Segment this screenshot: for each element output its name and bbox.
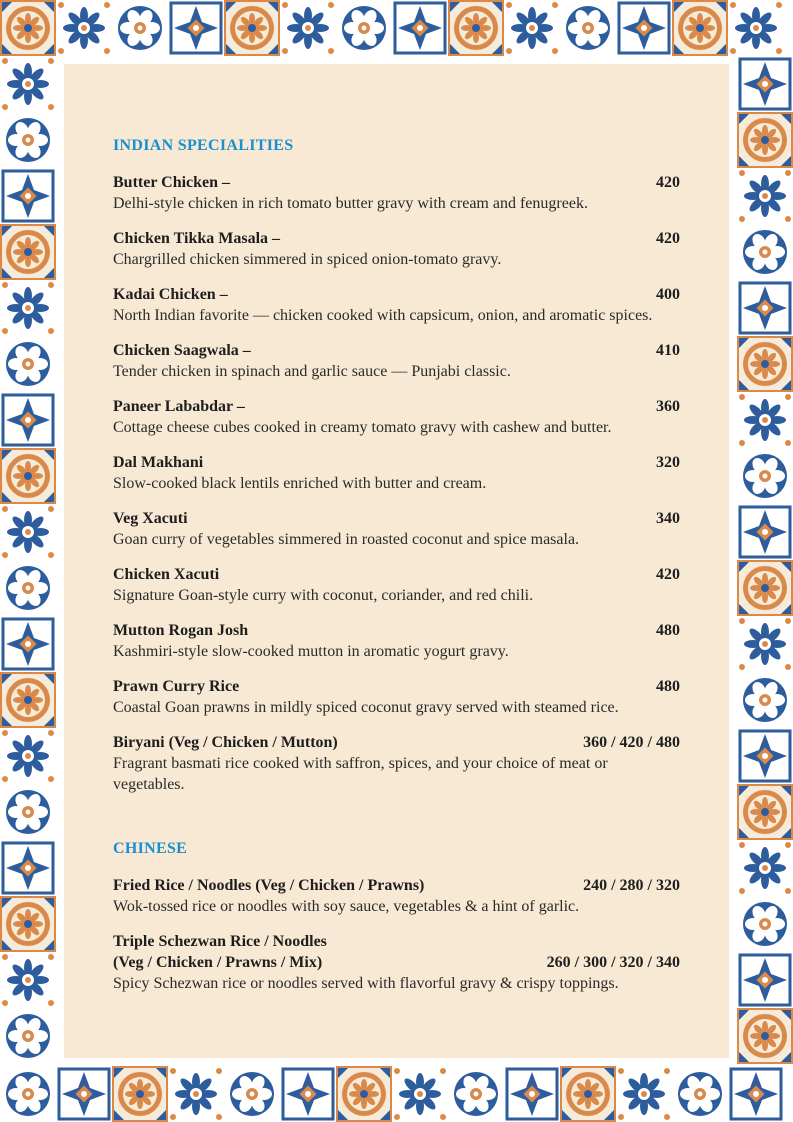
item-name: Paneer Lababdar – xyxy=(113,398,245,415)
medallion-tile-icon xyxy=(737,112,793,168)
star-flower-tile-icon xyxy=(0,504,56,560)
item-price: 340 xyxy=(656,510,680,527)
item-price: 480 xyxy=(656,622,680,639)
item-price: 360 xyxy=(656,398,680,415)
item-description: Delhi-style chicken in rich tomato butter gravy with cream and fenugreek. xyxy=(113,195,588,212)
blossom-tile-icon xyxy=(336,0,392,56)
medallion-tile-icon xyxy=(0,448,56,504)
item-price: 410 xyxy=(656,342,680,359)
star-flower-tile-icon xyxy=(504,0,560,56)
cross-tile-icon xyxy=(737,504,793,560)
blossom-tile-icon xyxy=(737,224,793,280)
item-description: Tender chicken in spinach and garlic sauce — Punjabi classic. xyxy=(113,363,511,380)
menu-item xyxy=(113,564,680,606)
item-name: Fried Rice / Noodles (Veg / Chicken / Prawns) xyxy=(113,877,425,894)
star-flower-tile-icon xyxy=(392,1066,448,1122)
tile-border-bottom xyxy=(0,1066,784,1122)
blossom-tile-icon xyxy=(737,896,793,952)
cross-tile-icon xyxy=(737,952,793,1008)
star-flower-tile-icon xyxy=(0,728,56,784)
blossom-tile-icon xyxy=(737,448,793,504)
menu-item xyxy=(113,676,680,718)
medallion-tile-icon xyxy=(448,0,504,56)
item-name: Butter Chicken – xyxy=(113,174,231,191)
medallion-tile-icon xyxy=(0,672,56,728)
item-name: Dal Makhani xyxy=(113,454,204,471)
item-description: Chargrilled chicken simmered in spiced onion-tomato gravy. xyxy=(113,251,502,268)
item-price: 360 / 420 / 480 xyxy=(583,734,680,751)
item-name: Chicken Saagwala – xyxy=(113,342,251,359)
blossom-tile-icon xyxy=(0,1008,56,1064)
item-name-line: Triple Schezwan Rice / Noodles xyxy=(113,933,327,950)
item-name: Prawn Curry Rice xyxy=(113,678,240,695)
cross-tile-icon xyxy=(737,56,793,112)
item-name: Chicken Xacuti xyxy=(113,566,220,583)
item-description: Coastal Goan prawns in mildly spiced coconut gravy served with steamed rice. xyxy=(113,699,619,716)
blossom-tile-icon xyxy=(224,1066,280,1122)
star-flower-tile-icon xyxy=(737,840,793,896)
tile-border-top xyxy=(0,0,784,56)
cross-tile-icon xyxy=(0,168,56,224)
blossom-tile-icon xyxy=(737,672,793,728)
blossom-tile-icon xyxy=(560,0,616,56)
item-description: Slow-cooked black lentils enriched with butter and cream. xyxy=(113,475,487,492)
star-flower-tile-icon xyxy=(616,1066,672,1122)
blossom-tile-icon xyxy=(112,0,168,56)
item-name: Mutton Rogan Josh xyxy=(113,622,249,639)
blossom-tile-icon xyxy=(0,336,56,392)
cross-tile-icon xyxy=(0,392,56,448)
cross-tile-icon xyxy=(0,616,56,672)
cross-tile-icon xyxy=(737,728,793,784)
star-flower-tile-icon xyxy=(0,280,56,336)
item-name: Veg Xacuti xyxy=(113,510,188,527)
blossom-tile-icon xyxy=(0,784,56,840)
menu-content xyxy=(113,137,680,1008)
item-price: 420 xyxy=(656,174,680,191)
blossom-tile-icon xyxy=(0,1066,56,1122)
item-name: Chicken Tikka Masala – xyxy=(113,230,281,247)
menu-item xyxy=(113,875,680,917)
cross-tile-icon xyxy=(280,1066,336,1122)
star-flower-tile-icon xyxy=(737,168,793,224)
item-description: Goan curry of vegetables simmered in roasted coconut and spice masala. xyxy=(113,531,580,548)
medallion-tile-icon xyxy=(737,784,793,840)
item-description: Spicy Schezwan rice or noodles served with flavorful gravy & crispy toppings. xyxy=(113,975,619,992)
medallion-tile-icon xyxy=(224,0,280,56)
menu-item xyxy=(113,508,680,550)
menu-item xyxy=(113,931,680,994)
cross-tile-icon xyxy=(504,1066,560,1122)
item-name: Kadai Chicken – xyxy=(113,286,228,303)
menu-item xyxy=(113,732,680,795)
cross-tile-icon xyxy=(616,0,672,56)
item-description: North Indian favorite — chicken cooked with capsicum, onion, and aromatic spices. xyxy=(113,307,653,324)
star-flower-tile-icon xyxy=(737,616,793,672)
blossom-tile-icon xyxy=(0,112,56,168)
section-chinese xyxy=(113,840,680,994)
medallion-tile-icon xyxy=(737,560,793,616)
menu-item xyxy=(113,452,680,494)
item-name: (Veg / Chicken / Prawns / Mix) xyxy=(113,954,323,971)
medallion-tile-icon xyxy=(737,336,793,392)
star-flower-tile-icon xyxy=(168,1066,224,1122)
medallion-tile-icon xyxy=(737,1008,793,1064)
item-price: 260 / 300 / 320 / 340 xyxy=(546,954,680,971)
item-price: 420 xyxy=(656,230,680,247)
menu-item xyxy=(113,172,680,214)
item-description: Fragrant basmati rice cooked with saffron, spices, and your choice of meat or vegetables. xyxy=(113,755,608,793)
cross-tile-icon xyxy=(728,1066,784,1122)
section-title: CHINESE xyxy=(113,840,188,857)
medallion-tile-icon xyxy=(0,224,56,280)
item-description: Kashmiri-style slow-cooked mutton in aromatic yogurt gravy. xyxy=(113,643,509,660)
item-price: 480 xyxy=(656,678,680,695)
section-indian xyxy=(113,137,680,795)
medallion-tile-icon xyxy=(0,0,56,56)
menu-item xyxy=(113,228,680,270)
medallion-tile-icon xyxy=(336,1066,392,1122)
star-flower-tile-icon xyxy=(56,0,112,56)
item-price: 240 / 280 / 320 xyxy=(583,877,680,894)
star-flower-tile-icon xyxy=(0,952,56,1008)
item-description: Signature Goan-style curry with coconut, coriander, and red chili. xyxy=(113,587,534,604)
blossom-tile-icon xyxy=(672,1066,728,1122)
menu-item xyxy=(113,284,680,326)
menu-item xyxy=(113,620,680,662)
section-title: INDIAN SPECIALITIES xyxy=(113,137,294,154)
menu-item xyxy=(113,396,680,438)
cross-tile-icon xyxy=(0,840,56,896)
star-flower-tile-icon xyxy=(728,0,784,56)
cross-tile-icon xyxy=(56,1066,112,1122)
item-name: Biryani (Veg / Chicken / Mutton) xyxy=(113,734,338,751)
item-price: 400 xyxy=(656,286,680,303)
cross-tile-icon xyxy=(392,0,448,56)
blossom-tile-icon xyxy=(0,560,56,616)
star-flower-tile-icon xyxy=(280,0,336,56)
medallion-tile-icon xyxy=(0,896,56,952)
cross-tile-icon xyxy=(168,0,224,56)
item-description: Cottage cheese cubes cooked in creamy tomato gravy with cashew and butter. xyxy=(113,419,612,436)
medallion-tile-icon xyxy=(560,1066,616,1122)
medallion-tile-icon xyxy=(112,1066,168,1122)
cross-tile-icon xyxy=(737,280,793,336)
star-flower-tile-icon xyxy=(0,56,56,112)
item-price: 320 xyxy=(656,454,680,471)
blossom-tile-icon xyxy=(448,1066,504,1122)
tile-border-left xyxy=(0,56,56,1064)
tile-border-right xyxy=(737,56,793,1064)
menu-item xyxy=(113,340,680,382)
star-flower-tile-icon xyxy=(737,392,793,448)
medallion-tile-icon xyxy=(672,0,728,56)
item-price: 420 xyxy=(656,566,680,583)
item-description: Wok-tossed rice or noodles with soy sauce, vegetables & a hint of garlic. xyxy=(113,898,580,915)
